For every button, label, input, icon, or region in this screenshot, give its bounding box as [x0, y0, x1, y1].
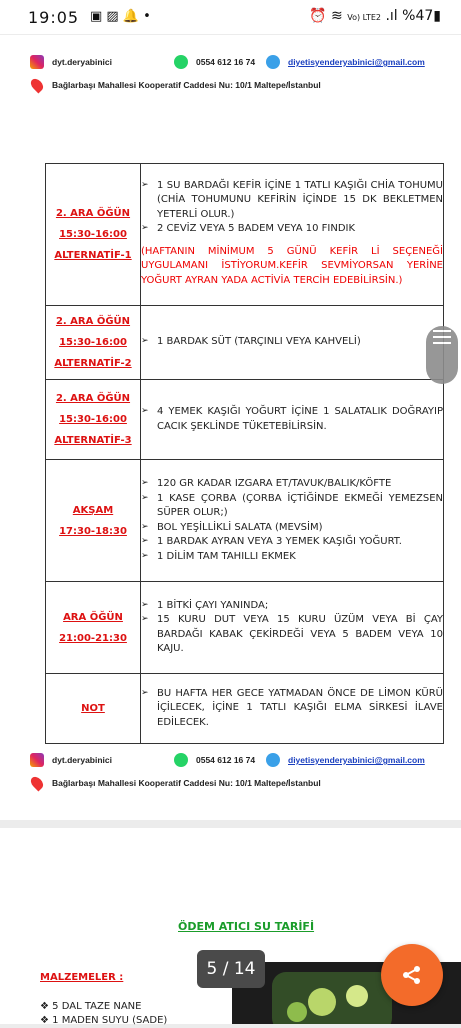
meal-alt: ALTERNATİF-2: [54, 358, 132, 369]
share-icon: [401, 964, 423, 986]
address-row-footer: [32, 776, 321, 790]
list-item: ➢ 1 KASE ÇORBA (ÇORBA İÇTİĞİNDE EKMEĞİ YEMEZSEN SÜPER OLUR;): [157, 492, 443, 521]
instagram-handle: dyt.deryabinici: [52, 57, 112, 67]
meal-name: AKŞAM: [72, 504, 114, 516]
scroll-handle[interactable]: [426, 326, 458, 384]
meal-content: [141, 582, 444, 674]
recipe-title: ÖDEM ATICI SU TARİFİ: [178, 920, 315, 933]
phone-number: 0554 612 16 74: [196, 755, 256, 765]
phone-contact-footer: [174, 753, 255, 767]
whatsapp-icon: [174, 753, 188, 767]
notification-icons: ▣ ▨ 🔔 •: [90, 9, 151, 24]
list-item: ➢ 1 BİTKİ ÇAYI YANINDA;: [157, 599, 443, 614]
list-item: ➢ 1 BARDAK SÜT (TARÇINLI VEYA KAHVELİ): [157, 335, 443, 350]
instagram-handle: dyt.deryabinici: [52, 755, 112, 765]
phone-contact: [174, 55, 255, 69]
list-item: ➢ 2 CEVİZ VEYA 5 BADEM VEYA 10 FINDIK: [157, 222, 443, 237]
meal-name: ARA ÖĞÜN: [63, 611, 123, 623]
diet-plan-table: [45, 163, 444, 744]
meal-time: 21:00-21:30: [59, 632, 127, 644]
instagram-contact: [30, 55, 112, 69]
list-item: ➢ 15 KURU DUT VEYA 15 KURU ÜZÜM VEYA Bİ ÇAY BARDAĞI KABAK ÇEKİRDEĞİ VEYA 5 BADEM VEYA 10 KAJU.: [157, 613, 443, 657]
email-link[interactable]: diyetisyenderyabinici@gmail.com: [288, 755, 425, 765]
meal-cell: [46, 582, 141, 674]
list-item: ➢ 4 YEMEK KAŞIĞI YOĞURT İÇİNE 1 SALATALIK DOĞRAYIP CACIK ŞEKLİNDE TÜKETEBİLİRSİN.: [157, 405, 443, 434]
address-text: Bağlarbaşı Mahallesi Kooperatif Caddesi Nu: 10/1 Maltepe/İstanbul: [52, 778, 321, 788]
email-contact-footer: [266, 753, 425, 767]
meal-content: [141, 306, 444, 380]
share-button[interactable]: [381, 944, 443, 1006]
ingredient-text: 5 DAL TAZE NANE: [52, 1001, 142, 1012]
status-time: 19:05: [28, 8, 80, 27]
page-indicator: 5 / 14: [197, 950, 265, 988]
table-row: [46, 674, 444, 744]
warning-note: (HAFTANIN MİNİMUM 5 GÜNÜ KEFİR Lİ SEÇENEĞİ UYGULAMANI İSTİYORUM.KEFİR SEVMİYORSAN YERİNE YOĞURT AYRAN YADA ACTİVİA TERCİH EDEBİLİRSİN.): [141, 245, 443, 286]
instagram-icon: [30, 55, 44, 69]
status-right: ⏰ ≋ Vo) LTE2 .ıl %47▮: [309, 8, 441, 24]
email-icon: [266, 55, 280, 69]
meal-content: [141, 674, 444, 744]
meal-content: [141, 460, 444, 582]
list-item: ❖ 5 DAL TAZE NANE: [40, 1001, 142, 1012]
list-item: ➢ BU HAFTA HER GECE YATMADAN ÖNCE DE LİMON KÜRÜ İÇİLECEK, İÇİNE 1 TATLI KAŞIĞI ELMA SİRKESİ İLAVE EDİLECEK.: [157, 687, 443, 731]
list-item: ➢ 1 DİLİM TAM TAHILLI EKMEK: [157, 550, 443, 565]
meal-name: 2. ARA ÖĞÜN: [55, 316, 131, 327]
table-row: [46, 164, 444, 306]
instagram-icon: [30, 753, 44, 767]
meal-time: 15:30-16:00: [59, 337, 127, 348]
email-contact: [266, 55, 425, 69]
meal-alt: ALTERNATİF-1: [54, 250, 132, 261]
table-row: [46, 582, 444, 674]
meal-cell: [46, 460, 141, 582]
meal-name: 2. ARA ÖĞÜN: [55, 393, 131, 404]
meal-alt: ALTERNATİF-3: [54, 435, 132, 446]
table-row: [46, 306, 444, 380]
meal-content: [141, 380, 444, 460]
instagram-contact-footer: [30, 753, 112, 767]
email-link[interactable]: diyetisyenderyabinici@gmail.com: [288, 57, 425, 67]
location-icon: [29, 775, 46, 792]
meal-cell: [46, 164, 141, 306]
table-row: [46, 460, 444, 582]
address-text: Bağlarbaşı Mahallesi Kooperatif Caddesi Nu: 10/1 Maltepe/İstanbul: [52, 80, 321, 90]
meal-cell: [46, 674, 141, 744]
network-label: Vo) LTE2: [347, 13, 382, 22]
meal-content: [141, 164, 444, 306]
phone-number: 0554 612 16 74: [196, 57, 256, 67]
meal-time: 15:30-16:00: [59, 414, 127, 425]
list-item: ➢ 120 GR KADAR IZGARA ET/TAVUK/BALIK/KÖFTE: [157, 477, 443, 492]
table-row: [46, 380, 444, 460]
list-item: ➢ 1 BARDAK AYRAN VEYA 3 YEMEK KAŞIĞI YOĞURT.: [157, 535, 443, 550]
battery-label: %47: [402, 8, 434, 24]
location-icon: [29, 77, 46, 94]
whatsapp-icon: [174, 55, 188, 69]
address-row: [32, 78, 321, 92]
ingredient-text: 1 MADEN SUYU (SADE): [52, 1015, 168, 1026]
meal-time: 17:30-18:30: [59, 525, 127, 537]
status-bar: [0, 0, 461, 34]
meal-name: NOT: [81, 703, 105, 714]
meal-name: 2. ARA ÖĞÜN: [55, 208, 131, 219]
list-item: ❖ 1 MADEN SUYU (SADE): [40, 1015, 168, 1026]
email-icon: [266, 753, 280, 767]
list-item: ➢ BOL YEŞİLLİKLİ SALATA (MEVSİM): [157, 521, 443, 536]
list-item: ➢ 1 SU BARDAĞI KEFİR İÇİNE 1 TATLI KAŞIĞI CHİA TOHUMU (CHİA TOHUMUNU KEFİRİN İÇİNDE 15 DK BEKLETMEN YETERLİ OLUR.): [157, 179, 443, 223]
ingredients-title: MALZEMELER :: [40, 972, 124, 983]
meal-cell: [46, 306, 141, 380]
meal-time: 15:30-16:00: [59, 229, 127, 240]
meal-cell: [46, 380, 141, 460]
